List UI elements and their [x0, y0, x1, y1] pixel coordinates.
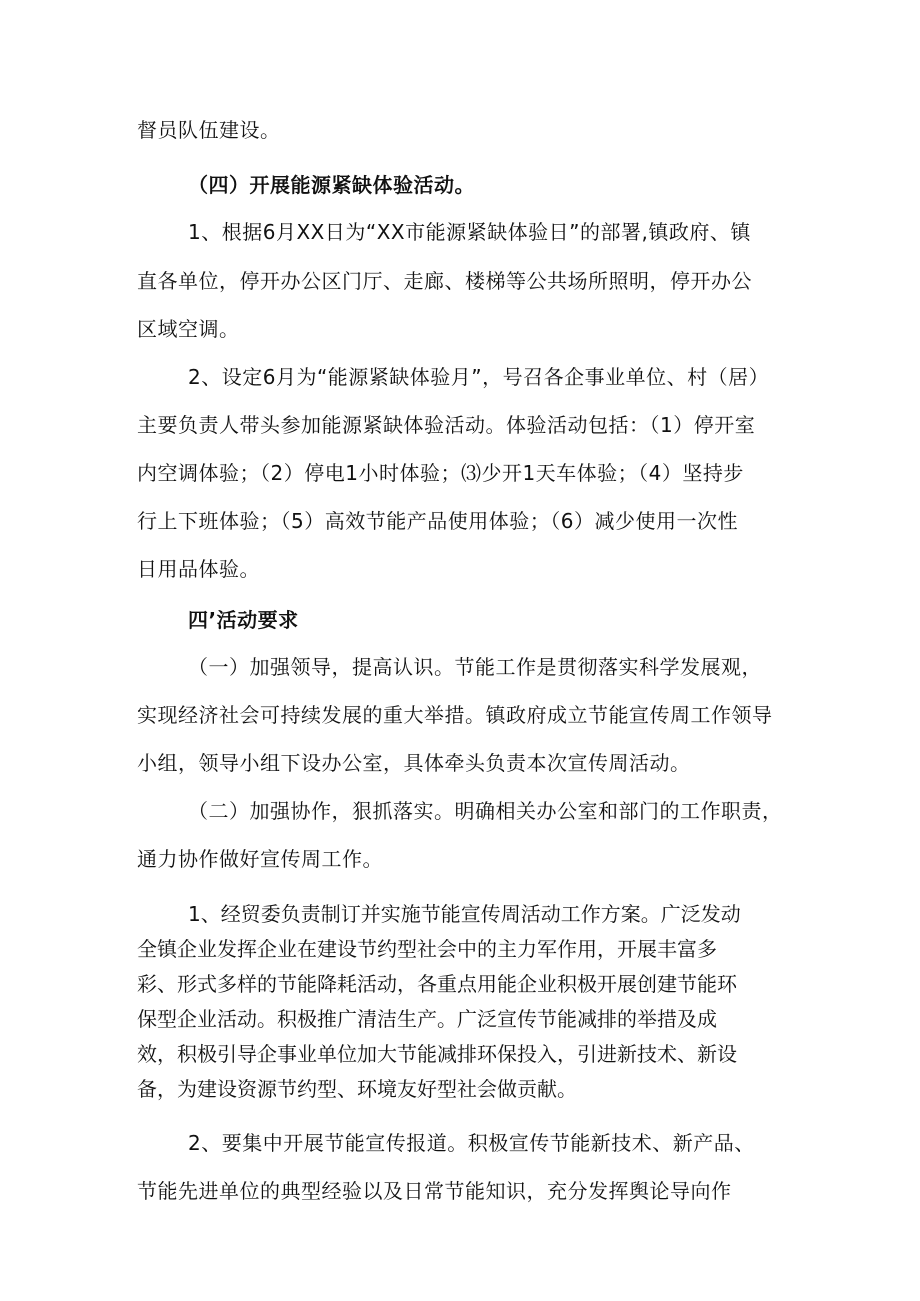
- text-line: 备，为建设资源节约型、环境友好型社会做贡献。: [137, 1077, 577, 1101]
- text-line: 督员队伍建设。: [137, 118, 281, 142]
- text-line: 小组，领导小组下设办公室，具体牵头负责本次宣传周活动。: [137, 751, 691, 775]
- text-line: 彩、形式多样的节能降耗活动，各重点用能企业积极开展创建节能环: [137, 972, 737, 996]
- text-line: 2、要集中开展节能宣传报道。积极宣传节能新技术、新产品、: [188, 1131, 755, 1155]
- text-line: 2、设定6月为“能源紧缺体验月”，号召各企事业单位、村（居）: [188, 365, 770, 389]
- text-line: 效，积极引导企事业单位加大节能减排环保投入，引进新技术、新设: [137, 1042, 737, 1066]
- text-line: 主要负责人带头参加能源紧缺体验活动。体验活动包括：（1）停开室: [137, 413, 756, 437]
- text-line: 1、根据6月XX日为“XX市能源紧缺体验日”的部署,镇政府、镇: [188, 220, 751, 244]
- text-line: 节能先进单位的典型经验以及日常节能知识，充分发挥舆论导向作: [137, 1179, 732, 1203]
- text-line: 行上下班体验；（5）高效节能产品使用体验；（6）减少使用一次性: [137, 509, 738, 533]
- section-heading: （四）开展能源紧缺体验活动。: [188, 173, 475, 197]
- text-line: 全镇企业发挥企业在建设节约型社会中的主力军作用，开展丰富多: [137, 937, 717, 961]
- text-line: （一）加强领导，提高认识。节能工作是贯彻落实科学发展观，: [188, 655, 762, 679]
- text-line: 区域空调。: [137, 317, 240, 341]
- text-line: （二）加强协作，狠抓落实。明确相关办公室和部门的工作职责，: [188, 799, 783, 823]
- text-line: 通力协作做好宣传周工作。: [137, 847, 383, 871]
- section-heading: 四’活动要求: [188, 608, 299, 632]
- text-line: 保型企业活动。积极推广清洁生产。广泛宣传节能减排的举措及成: [137, 1007, 717, 1031]
- text-line: 日用品体验。: [137, 557, 260, 581]
- text-line: 1、经贸委负责制订并实施节能宣传周活动工作方案。广泛发动: [188, 902, 741, 926]
- text-line: 实现经济社会可持续发展的重大举措。镇政府成立节能宣传周工作领导: [137, 703, 773, 727]
- text-line: 直各单位，停开办公区门厅、走廊、楼梯等公共场所照明，停开办公: [137, 269, 752, 293]
- text-line: 内空调体验；（2）停电1小时体验；⑶少开1天车体验；（4）坚持步: [137, 461, 744, 485]
